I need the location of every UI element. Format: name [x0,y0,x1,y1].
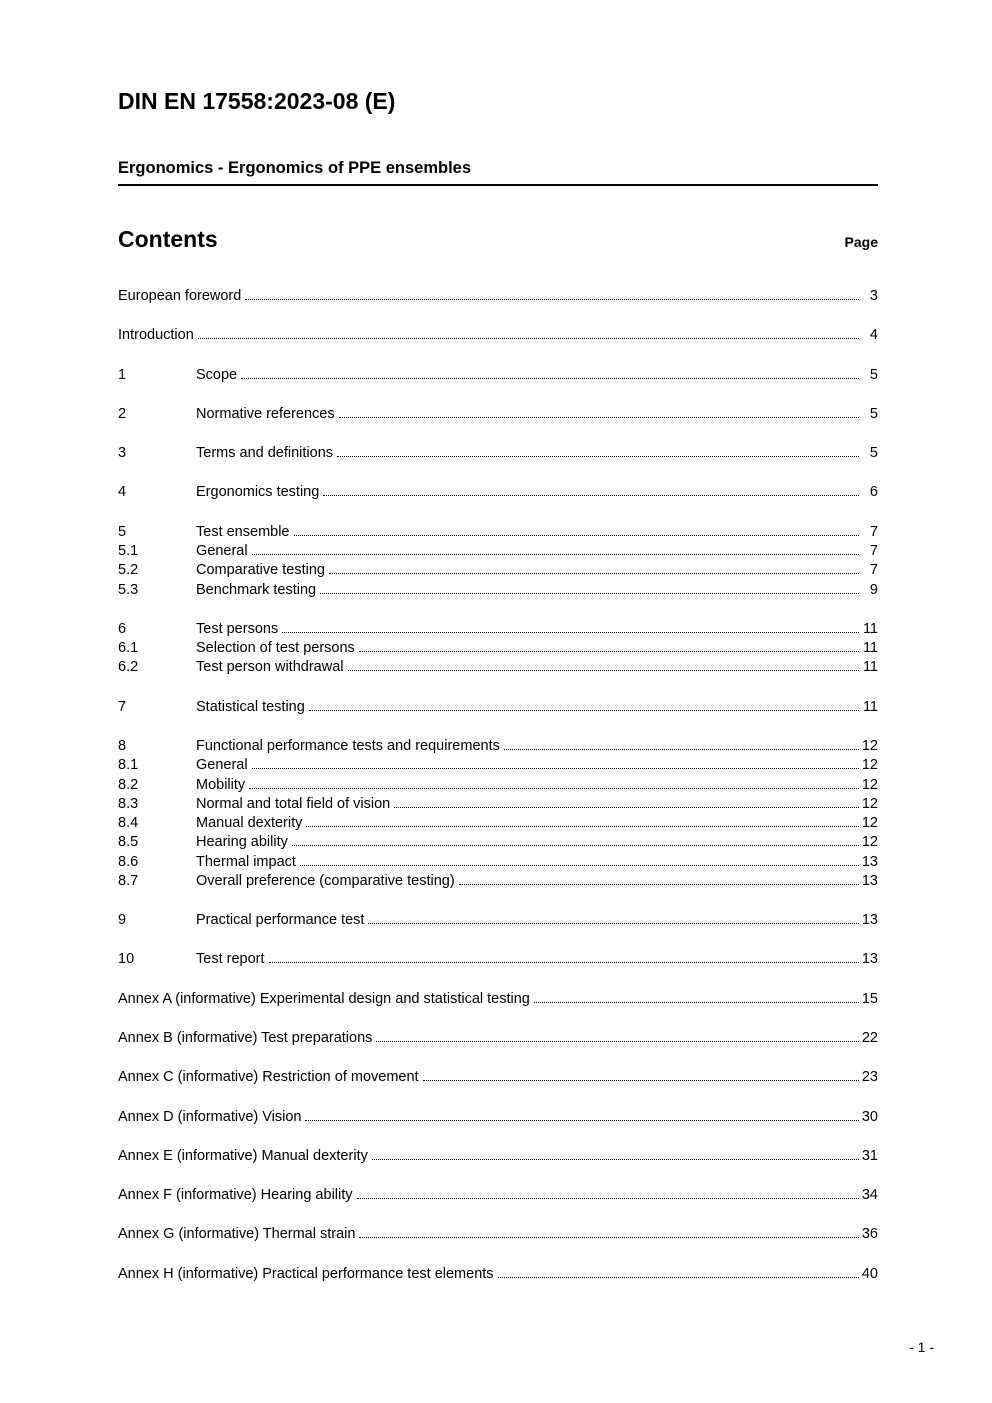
toc-entry-label: Annex D (informative) Vision [118,1108,302,1125]
toc-entry-label: Practical performance test [196,912,365,929]
toc-entry[interactable] [118,405,878,424]
toc-entry-label: General [196,757,248,774]
toc-spacer [118,891,878,911]
toc-entry[interactable] [118,833,878,852]
toc-leader-dots [329,572,859,574]
toc-leader-dots [504,748,859,750]
toc-leader-dots [245,298,859,300]
toc-entry[interactable] [118,776,878,795]
toc-leader-dots [339,416,859,418]
toc-spacer [118,463,878,483]
toc-entry-label: Comparative testing [196,562,325,579]
toc-entry-label: Annex B (informative) Test preparations [118,1030,373,1047]
toc-entry-page: 12 [861,757,878,774]
toc-leader-dots [252,767,859,769]
toc-entry-label: Manual dexterity [196,815,303,832]
toc-spacer [118,424,878,444]
toc-entry-number: 6.1 [118,640,139,657]
toc-entry-number: 8.7 [118,872,139,889]
toc-leader-dots [372,1158,859,1160]
toc-entry[interactable] [118,1029,878,1048]
toc-entry-label: Introduction [118,327,194,344]
toc-entry[interactable] [118,542,878,561]
toc-leader-dots [323,494,859,496]
title-block [118,159,878,186]
toc-leader-dots [249,787,859,789]
toc-spacer [118,1245,878,1265]
toc-leader-dots [459,883,859,885]
toc-entry[interactable] [118,853,878,872]
toc-entry-label: Test persons [196,620,279,637]
toc-entry-page: 9 [869,581,878,598]
toc-entry-label: Annex F (informative) Hearing ability [118,1187,353,1204]
toc-entry-number: 8 [118,737,127,754]
toc-leader-dots [269,961,859,963]
toc-spacer [118,1127,878,1147]
toc-entry-number: 8.3 [118,795,139,812]
toc-entry-page: 40 [861,1265,878,1282]
toc-entry-label: European foreword [118,288,242,304]
toc-entry-page: 7 [869,562,878,579]
document-title: Ergonomics - Ergonomics of PPE ensembles [118,159,472,177]
toc-entry-page: 5 [869,405,878,422]
toc-entry[interactable] [118,366,878,385]
toc-spacer [118,930,878,950]
toc-entry-page: 11 [862,620,878,637]
toc-entry[interactable] [118,1265,878,1284]
toc-leader-dots [359,1236,858,1238]
toc-entry-page: 22 [861,1030,878,1047]
toc-entry-number: 2 [118,405,127,422]
toc-entry-number: 5 [118,523,127,540]
toc-entry[interactable] [118,1147,878,1166]
toc-spacer [118,717,878,737]
toc-entry[interactable] [118,326,878,345]
toc-entry-label: Terms and definitions [196,445,334,462]
toc-entry-number: 9 [118,912,127,929]
toc-leader-dots [320,592,859,594]
toc-entry-label: Annex E (informative) Manual dexterity [118,1147,368,1164]
toc-spacer [118,1048,878,1068]
toc-spacer [118,385,878,405]
toc-entry-label: Test ensemble [196,523,290,540]
toc-entry[interactable] [118,581,878,600]
toc-leader-dots [282,631,859,633]
toc-entry[interactable] [118,814,878,833]
toc-entry[interactable] [118,523,878,542]
toc-entry-page: 12 [861,834,878,851]
toc-leader-dots [241,377,859,379]
toc-entry-number: 5.2 [118,562,139,579]
toc-entry-number: 8.2 [118,776,139,793]
toc-leader-dots [306,825,858,827]
toc-entry-number: 8.6 [118,853,139,870]
toc-entry-label: Overall preference (comparative testing) [196,872,455,889]
toc-leader-dots [359,650,859,652]
toc-entry-number: 6 [118,620,127,637]
toc-entry-label: Annex G (informative) Thermal strain [118,1226,356,1243]
toc-entry[interactable] [118,1225,878,1244]
toc-entry[interactable] [118,620,878,639]
toc-entry-number: 10 [118,951,135,968]
toc-entry-label: Annex A (informative) Experimental design and statistical testing [118,990,530,1007]
toc-entry[interactable] [118,658,878,677]
toc-entry-number: 5.3 [118,581,139,598]
toc-entry[interactable] [118,639,878,658]
toc-entry[interactable] [118,990,878,1009]
toc-entry-number: 1 [118,366,127,383]
toc-entry[interactable] [118,737,878,756]
toc-entry[interactable] [118,1068,878,1087]
document-identifier: DIN EN 17558:2023-08 (E) [118,88,396,114]
toc-leader-dots [198,337,859,339]
contents-heading: Contents [118,226,218,252]
toc-entry-label: Scope [196,366,238,383]
toc-entry-page: 7 [869,523,878,540]
toc-entry-page: 15 [861,990,878,1007]
toc-entry-page: 12 [861,795,878,812]
toc-entry[interactable] [118,1108,878,1127]
toc-entry-label: General [196,542,248,559]
toc-entry-number: 3 [118,445,127,462]
toc-leader-dots [300,864,859,866]
toc-leader-dots [368,922,858,924]
toc-spacer [118,970,878,990]
toc-entry-number: 5.1 [118,542,139,559]
toc-entry[interactable] [118,561,878,580]
toc-leader-dots [423,1079,859,1081]
toc-entry-label: Statistical testing [196,698,305,715]
toc-leader-dots [305,1119,858,1121]
toc-entry[interactable] [118,911,878,930]
contents-header [118,226,878,253]
toc-entry-page: 11 [862,659,878,676]
toc-entry-label: Hearing ability [196,834,288,851]
toc-entry-page: 5 [869,366,878,383]
toc-entry-number: 8.4 [118,815,139,832]
toc-entry[interactable] [118,698,878,717]
toc-entry-label: Annex H (informative) Practical performance test elements [118,1265,494,1282]
toc-entry-page: 12 [861,776,878,793]
toc-entry[interactable] [118,950,878,969]
toc-spacer [118,306,878,326]
toc-entry[interactable] [118,287,878,306]
toc-leader-dots [294,534,860,536]
table-of-contents [118,287,878,1284]
toc-entry-page: 30 [861,1108,878,1125]
toc-entry-number: 8.1 [118,757,139,774]
toc-entry-page: 13 [861,912,878,929]
toc-entry[interactable] [118,1186,878,1205]
toc-entry-label: Normal and total field of vision [196,795,391,812]
toc-entry-page: 36 [861,1226,878,1243]
toc-entry-page: 13 [861,853,878,870]
toc-entry[interactable] [118,756,878,775]
toc-entry-page: 11 [862,698,878,715]
toc-spacer [118,1009,878,1029]
toc-entry-label: Benchmark testing [196,581,317,598]
toc-spacer [118,600,878,620]
toc-entry-page: 23 [861,1069,878,1086]
toc-entry-page: 4 [869,327,878,344]
page-footer: - 1 - [909,1339,934,1355]
toc-entry-number: 4 [118,484,127,501]
toc-entry-page: 12 [861,815,878,832]
toc-entry-label: Functional performance tests and requirements [196,737,500,754]
toc-entry-page: 12 [861,737,878,754]
toc-entry-page: 31 [861,1147,878,1164]
toc-leader-dots [534,1001,859,1003]
toc-entry-page: 13 [861,951,878,968]
toc-leader-dots [394,806,859,808]
toc-entry-label: Selection of test persons [196,640,355,657]
toc-leader-dots [309,709,859,711]
toc-leader-dots [348,669,860,671]
toc-leader-dots [337,455,859,457]
toc-entry-label: Annex C (informative) Restriction of movement [118,1069,419,1086]
toc-entry-label: Ergonomics testing [196,484,320,501]
toc-entry-number: 7 [118,698,127,715]
toc-entry-number: 8.5 [118,834,139,851]
toc-entry-label: Test person withdrawal [196,659,344,676]
toc-spacer [118,1088,878,1108]
toc-entry[interactable] [118,872,878,891]
toc-entry[interactable] [118,483,878,502]
toc-entry-label: Normative references [196,405,335,422]
toc-leader-dots [498,1276,859,1278]
toc-leader-dots [357,1197,859,1199]
toc-entry-page: 5 [869,445,878,462]
toc-entry-label: Thermal impact [196,853,296,870]
toc-leader-dots [292,844,859,846]
toc-spacer [118,1166,878,1186]
toc-entry[interactable] [118,444,878,463]
toc-entry-page: 13 [861,872,878,889]
toc-entry-page: 34 [861,1187,878,1204]
toc-entry-page: 7 [869,542,878,559]
toc-leader-dots [252,553,859,555]
toc-spacer [118,1205,878,1225]
toc-entry-page: 11 [862,640,878,657]
toc-entry-label: Mobility [196,776,246,793]
toc-leader-dots [376,1040,858,1042]
toc-entry-page: 3 [869,288,878,304]
toc-entry-label: Test report [196,951,265,968]
toc-entry[interactable] [118,795,878,814]
toc-entry-number: 6.2 [118,659,139,676]
toc-spacer [118,346,878,366]
toc-entry-page: 6 [869,484,878,501]
toc-spacer [118,678,878,698]
page-column-header: Page [844,234,878,250]
toc-spacer [118,503,878,523]
